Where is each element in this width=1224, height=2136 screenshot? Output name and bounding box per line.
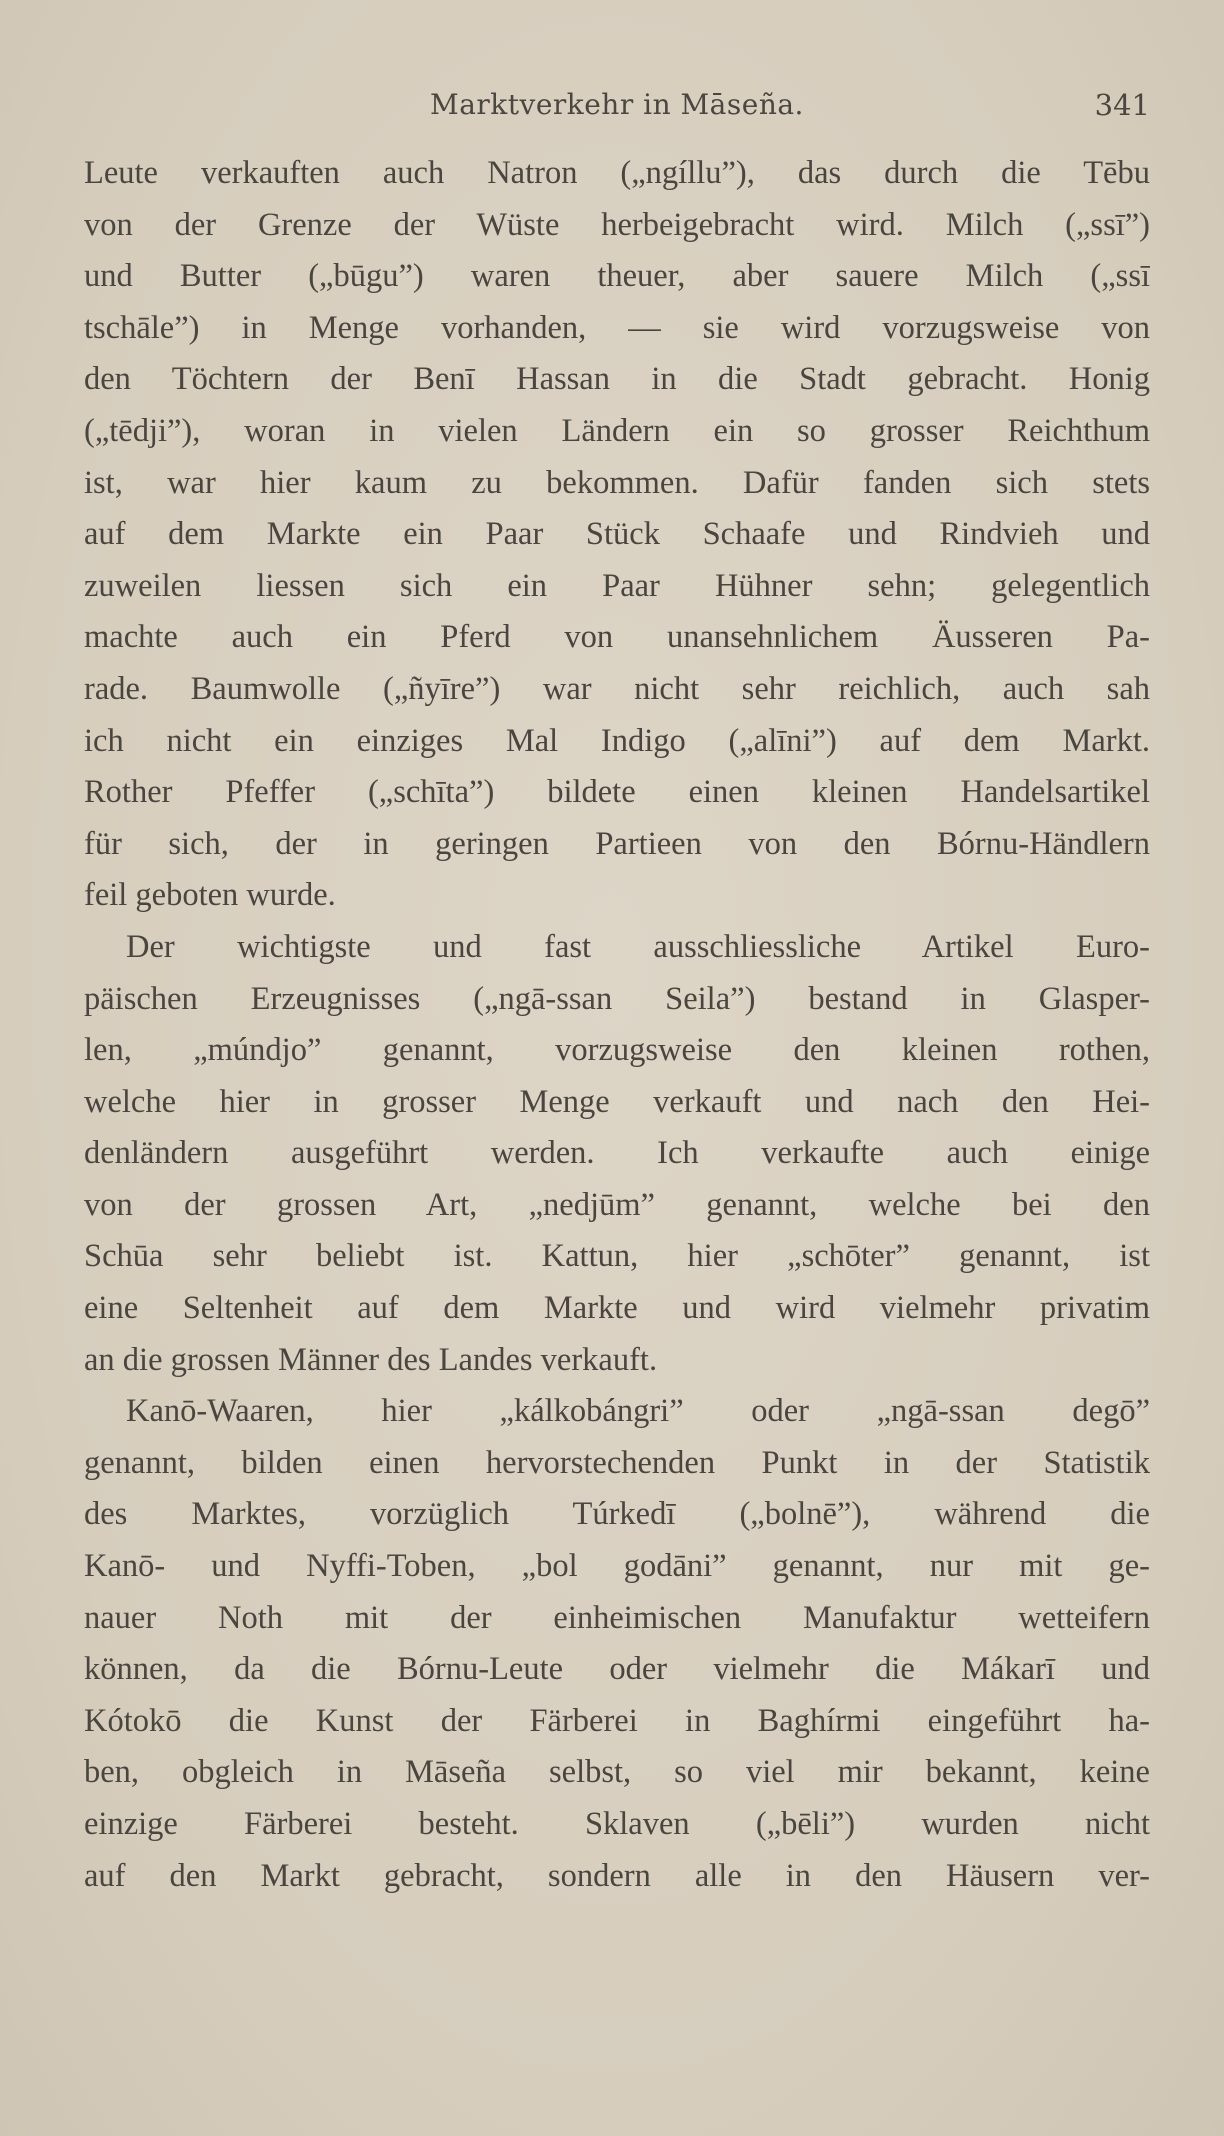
text-line: ich nicht ein einziges Mal Indigo („alīni”) auf dem Markt. — [84, 722, 1150, 759]
text-line: welche hier in grosser Menge verkauft und nach den Hei- — [84, 1083, 1150, 1120]
text-line: Der wichtigste und fast ausschliessliche Artikel Euro- — [126, 928, 1150, 965]
text-line: den Töchtern der Benī Hassan in die Stadt gebracht. Honig — [84, 361, 1150, 398]
running-title: Marktverkehr in Māseña. — [430, 88, 804, 121]
text-line: päischen Erzeugnisses („ngā-ssan Seila”) bestand in Glasper- — [84, 980, 1150, 1017]
text-line: auf dem Markte ein Paar Stück Schaafe und Rindvieh und — [84, 516, 1150, 553]
text-line: nauer Noth mit der einheimischen Manufaktur wetteifern — [84, 1599, 1150, 1636]
text-line: tschāle”) in Menge vorhanden, — sie wird vorzugsweise von — [84, 309, 1150, 346]
text-line: feil geboten wurde. — [84, 877, 336, 914]
page-header — [84, 88, 1150, 128]
text-line: des Marktes, vorzüglich Túrkedī („bolnē”), während die — [84, 1496, 1150, 1533]
text-line: len, „múndjo” genannt, vorzugsweise den kleinen rothen, — [84, 1032, 1150, 1069]
text-line: denländern ausgeführt werden. Ich verkaufte auch einige — [84, 1135, 1150, 1172]
text-line: genannt, bilden einen hervorstechenden Punkt in der Statistik — [84, 1444, 1150, 1481]
text-line: Schūa sehr beliebt ist. Kattun, hier „schōter” genannt, ist — [84, 1238, 1150, 1275]
text-line: ben, obgleich in Māseña selbst, so viel mir bekannt, keine — [84, 1754, 1150, 1791]
text-line: von der grossen Art, „nedjūm” genannt, welche bei den — [84, 1186, 1150, 1223]
text-line: Rother Pfeffer („schīta”) bildete einen kleinen Handelsartikel — [84, 774, 1150, 811]
text-line: auf den Markt gebracht, sondern alle in den Häusern ver- — [84, 1857, 1150, 1894]
body-text — [84, 148, 1150, 1902]
text-line: Kanō- und Nyffi-Toben, „bol godāni” genannt, nur mit ge- — [84, 1548, 1150, 1585]
text-line: zuweilen liessen sich ein Paar Hühner sehn; gelegentlich — [84, 567, 1150, 604]
text-line: eine Seltenheit auf dem Markte und wird vielmehr privatim — [84, 1290, 1150, 1327]
text-line: für sich, der in geringen Partieen von den Bórnu-Händlern — [84, 825, 1150, 862]
text-line: rade. Baumwolle („ñyīre”) war nicht sehr reichlich, auch sah — [84, 670, 1150, 707]
page-number: 341 — [1094, 88, 1150, 122]
text-line: Leute verkauften auch Natron („ngíllu”), das durch die Tēbu — [84, 155, 1150, 191]
text-line: ist, war hier kaum zu bekommen. Dafür fanden sich stets — [84, 464, 1150, 501]
text-line: Kótokō die Kunst der Färberei in Baghírmi eingeführt ha- — [84, 1702, 1150, 1739]
text-line: können, da die Bórnu-Leute oder vielmehr die Mákarī und — [84, 1651, 1150, 1688]
text-line: von der Grenze der Wüste herbeigebracht wird. Milch („ssī”) — [84, 206, 1150, 243]
text-line: Kanō-Waaren, hier „kálkobángri” oder „ngā-ssan degō” — [126, 1393, 1150, 1430]
text-line: machte auch ein Pferd von unansehnlichem Äusseren Pa- — [84, 619, 1150, 656]
text-line: einzige Färberei besteht. Sklaven („bēli”) wurden nicht — [84, 1806, 1150, 1842]
text-line: und Butter („būgu”) waren theuer, aber sauere Milch („ssī — [84, 258, 1150, 295]
text-line: an die grossen Männer des Landes verkauft. — [84, 1341, 658, 1378]
text-line: („tēdji”), woran in vielen Ländern ein so grosser Reichthum — [84, 412, 1150, 449]
